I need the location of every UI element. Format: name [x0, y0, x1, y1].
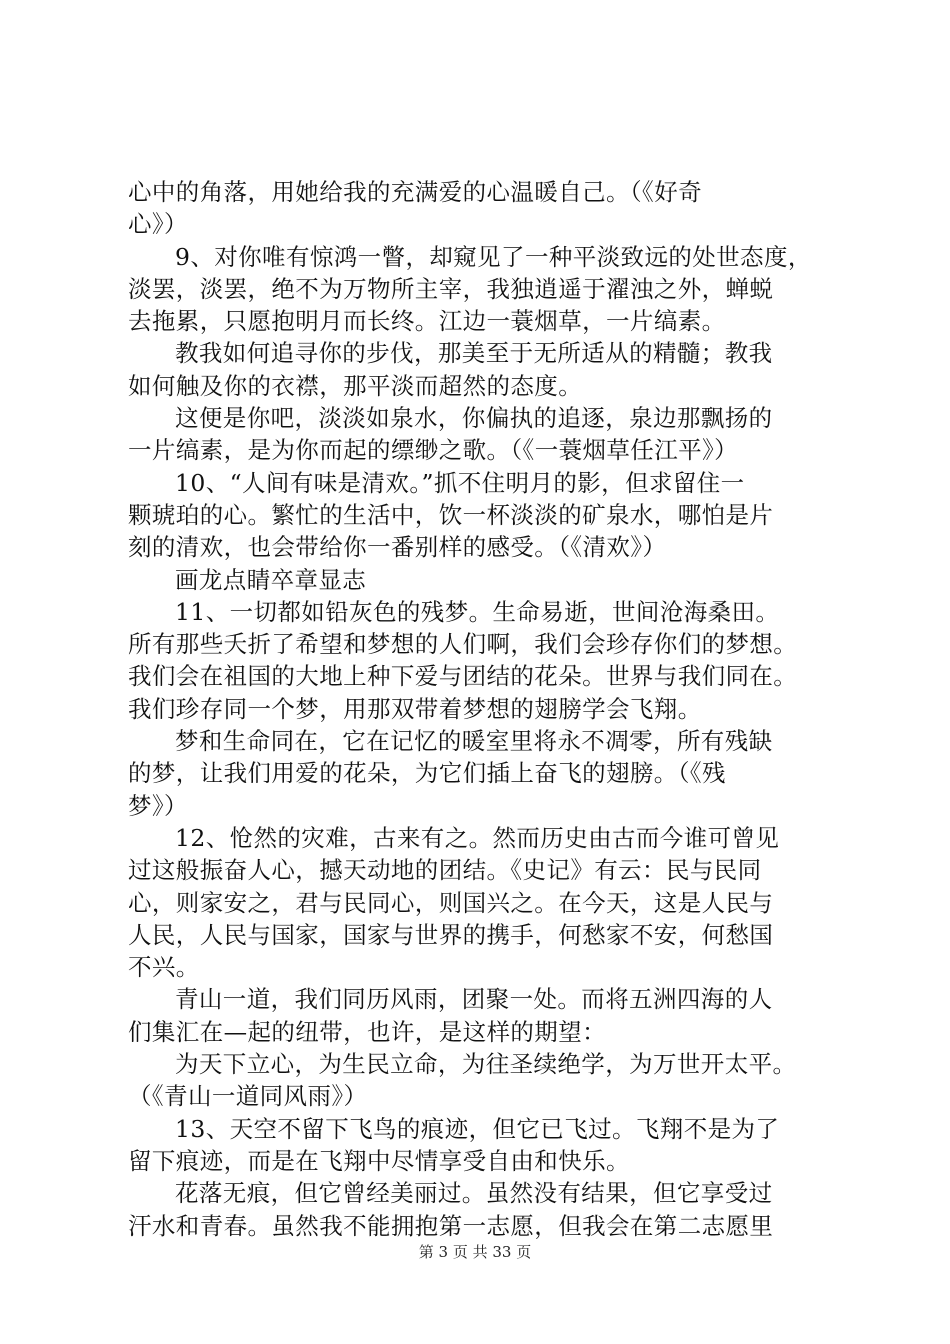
text-line: 11、一切都如铅灰色的残梦。生命易逝，世间沧海桑田。: [175, 597, 780, 626]
text-line: 如何触及你的衣襟，那平淡而超然的态度。: [128, 371, 583, 400]
text-line: 一片缟素，是为你而起的缥缈之歌。（《一蓑烟草任江平》）: [128, 436, 739, 465]
text-line: 颗琥珀的心。繁忙的生活中，饮一杯淡淡的矿泉水，哪怕是片: [128, 500, 774, 529]
text-line: 淡罢，淡罢，绝不为万物所主宰，我独逍遥于濯浊之外，蝉蜕: [128, 274, 774, 303]
text-line: 9、对你唯有惊鸿一瞥，却窥见了一种平淡致远的处世态度，: [175, 242, 812, 271]
text-line: 所有那些夭折了希望和梦想的人们啊，我们会珍存你们的梦想。: [128, 630, 798, 659]
text-line: 梦》）: [128, 791, 188, 820]
section-heading: 画龙点睛卒章显志: [175, 565, 367, 594]
text-line: 教我如何追寻你的步伐，那美至于无所适从的精髓；教我: [175, 339, 773, 368]
body-text: [128, 176, 840, 1242]
text-line: 汗水和青春。虽然我不能拥抱第一志愿，但我会在第二志愿里: [128, 1211, 774, 1240]
text-line: 的梦，让我们用爱的花朵，为它们插上奋飞的翅膀。（《残: [128, 759, 726, 788]
text-line: 青山一道，我们同历风雨，团聚一处。而将五洲四海的人: [175, 985, 773, 1014]
text-line: 为天下立心，为生民立命，为往圣续绝学，为万世开太平。: [175, 1050, 797, 1079]
text-line: 心中的角落，用她给我的充满爱的心温暖自己。（《好奇: [128, 178, 702, 206]
text-line: 我们会在祖国的大地上种下爱与团结的花朵。世界与我们同在。: [128, 662, 798, 691]
text-line: （《青山一道同风雨》）: [128, 1082, 368, 1111]
text-line: 去拖累，只愿抱明月而长终。江边一蓑烟草，一片缟素。: [128, 307, 726, 336]
text-line: 不兴。: [128, 953, 200, 982]
text-line: 心》）: [128, 210, 188, 239]
text-line: 人民，人民与国家，国家与世界的携手，何愁家不安，何愁国: [128, 920, 774, 949]
page-number-footer: 第 3 页 共 33 页: [418, 1243, 532, 1261]
text-line: 这便是你吧，淡淡如泉水，你偏执的追逐，泉边那飘扬的: [175, 404, 773, 433]
text-line: 13、天空不留下飞鸟的痕迹，但它已飞过。飞翔不是为了: [175, 1114, 780, 1143]
text-line: 们集汇在—起的纽带，也许，是这样的期望：: [128, 1017, 606, 1046]
text-line: 花落无痕，但它曾经美丽过。虽然没有结果，但它享受过: [175, 1179, 773, 1208]
text-line: 留下痕迹，而是在飞翔中尽情享受自由和快乐。: [128, 1146, 630, 1175]
text-line: 过这般振奋人心，撼天动地的团结。《史记》有云：民与民同: [128, 856, 762, 885]
text-line: 10、“人间有味是清欢。”抓不住明月的影，但求留住一: [175, 468, 745, 497]
text-line: 刻的清欢，也会带给你一番别样的感受。（《清欢》）: [128, 533, 667, 562]
text-line: 12、怆然的灾难，古来有之。然而历史由古而今谁可曾见: [175, 823, 780, 852]
text-line: 梦和生命同在，它在记忆的暖室里将永不凋零，所有残缺: [175, 727, 773, 756]
text-line: 心，则家安之，君与民同心，则国兴之。在今天，这是人民与: [128, 888, 774, 917]
text-line: 我们珍存同一个梦，用那双带着梦想的翅膀学会飞翔。: [128, 694, 702, 723]
